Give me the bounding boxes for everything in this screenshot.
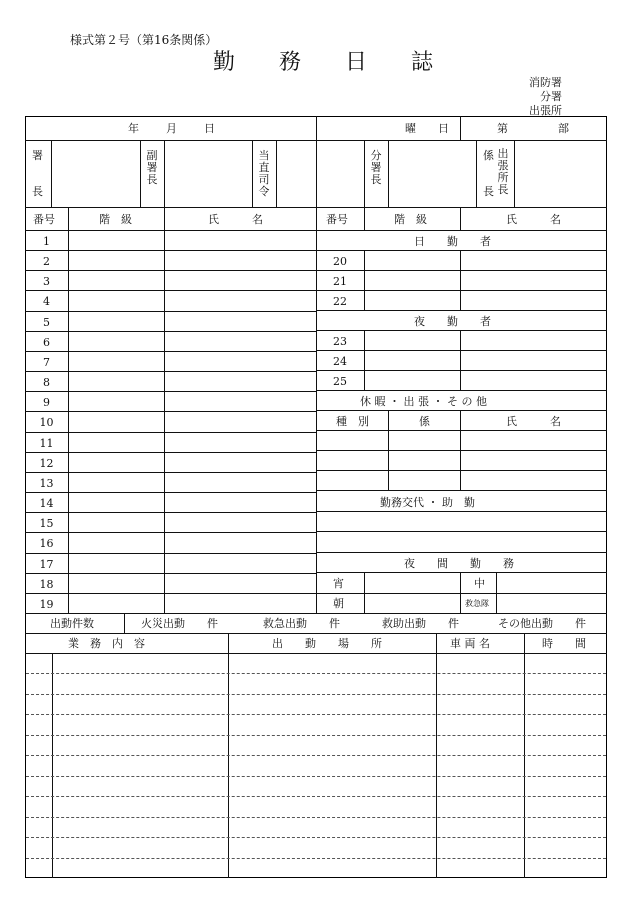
log-col-vehicle: 車 両 名 — [450, 637, 490, 650]
roster-number: 16 — [39, 537, 54, 550]
roster-row-line — [25, 250, 316, 251]
dispatch-rescue: 救助出動 件 — [382, 617, 459, 630]
log-row-line — [26, 755, 606, 756]
day-duty-label: 日 勤 者 — [414, 235, 491, 248]
night-duty-no-23: 23 — [333, 335, 347, 348]
roster-row-line — [25, 411, 316, 412]
kyukyutai-label: 救急隊 — [465, 599, 489, 608]
log-row-line — [26, 817, 606, 818]
col-no-left: 番号 — [33, 213, 55, 226]
roster-number: 18 — [39, 578, 54, 591]
roster-row-line — [25, 553, 316, 554]
log-row-line — [26, 776, 606, 777]
col-rank-left: 階 級 — [99, 213, 132, 226]
roster-row-line — [25, 331, 316, 332]
log-row-line — [26, 837, 606, 838]
roster-number: 11 — [39, 437, 54, 450]
log-row-line — [26, 694, 606, 695]
dai-label: 第 — [497, 122, 508, 135]
roster-row-line — [25, 311, 316, 312]
kakari-label-1: 係 — [483, 149, 494, 162]
col-no-right: 番号 — [326, 213, 348, 226]
col-name-right: 氏 名 — [506, 213, 561, 226]
day-duty-no-21: 21 — [333, 275, 347, 288]
naka-label: 中 — [474, 577, 485, 590]
log-row-line — [26, 796, 606, 797]
touchoku-label: 当直司令 — [258, 149, 270, 198]
log-row-line — [26, 673, 606, 674]
month-label: 月 — [166, 122, 177, 135]
day-duty-no-20: 20 — [333, 255, 347, 268]
night-duty-no-25: 25 — [333, 375, 347, 388]
form-code: 様式第２号（第16条関係） — [70, 33, 218, 47]
log-col-place: 出 動 場 所 — [272, 637, 382, 650]
dispatch-other: その他出動 件 — [498, 617, 586, 630]
roster-number: 9 — [43, 396, 50, 409]
shucchoushochou-label: 出張所長 — [497, 147, 509, 196]
roster-row-line — [25, 351, 316, 352]
roster-number: 5 — [43, 316, 50, 329]
fukushochou-label: 副署長 — [146, 149, 158, 186]
night-duty-no-24: 24 — [333, 355, 347, 368]
roster-row-line — [25, 532, 316, 533]
year-label: 年 — [128, 122, 139, 135]
roster-row-line — [25, 432, 316, 433]
roster-number: 17 — [39, 558, 54, 571]
col-name-left: 氏 名 — [208, 213, 263, 226]
page-title: 勤 務 日 誌 — [213, 50, 434, 75]
roster-number: 3 — [43, 275, 50, 288]
weekday-label: 曜 日 — [405, 122, 449, 135]
roster-number: 6 — [43, 336, 50, 349]
asa-label: 朝 — [333, 597, 344, 610]
roster-number: 14 — [39, 497, 54, 510]
day-label: 日 — [204, 122, 215, 135]
roster-row-line — [25, 593, 316, 594]
shochou-label-1: 署 — [32, 149, 43, 162]
roster-number: 7 — [43, 356, 50, 369]
roster-number: 2 — [43, 255, 50, 268]
roster-number: 15 — [39, 517, 54, 530]
office-outpost: 出張所 — [529, 104, 562, 117]
roster-row-line — [25, 290, 316, 291]
shift-change-label: 勤務交代 ・ 助 勤 — [380, 496, 475, 509]
night-work-label: 夜 間 勤 務 — [404, 557, 514, 570]
col-rank-right: 階 級 — [394, 213, 427, 226]
roster-number: 13 — [39, 477, 54, 490]
roster-row-line — [25, 512, 316, 513]
log-col-time: 時 間 — [542, 637, 586, 650]
roster-row-line — [25, 492, 316, 493]
roster-number: 1 — [43, 235, 50, 248]
bunshochou-label: 分署長 — [370, 149, 382, 186]
roster-row-line — [25, 452, 316, 453]
roster-number: 10 — [39, 416, 54, 429]
log-row-line — [26, 714, 606, 715]
day-duty-no-22: 22 — [333, 295, 347, 308]
bu-label: 部 — [558, 122, 569, 135]
roster-number: 8 — [43, 376, 50, 389]
leave-col-name: 氏 名 — [506, 415, 561, 428]
log-col-content: 業 務 内 容 — [68, 637, 145, 650]
roster-number: 12 — [39, 457, 54, 470]
roster-number: 4 — [43, 295, 50, 308]
office-fire-station: 消防署 — [529, 76, 562, 89]
roster-number: 19 — [39, 598, 54, 611]
dispatch-ambulance: 救急出動 件 — [263, 617, 340, 630]
roster-row-line — [25, 270, 316, 271]
yoi-label: 宵 — [333, 577, 344, 590]
log-row-line — [26, 735, 606, 736]
dispatch-fire: 火災出動 件 — [141, 617, 218, 630]
dispatch-count-label: 出動件数 — [50, 617, 94, 630]
leave-col-kind: 種 別 — [336, 415, 369, 428]
roster-row-line — [25, 472, 316, 473]
office-branch: 分署 — [540, 90, 562, 103]
log-row-line — [26, 858, 606, 859]
roster-row-line — [25, 573, 316, 574]
leave-label: 休 暇 ・ 出 張 ・ そ の 他 — [360, 395, 487, 408]
roster-row-line — [25, 371, 316, 372]
kakari-label-2: 長 — [483, 185, 494, 198]
shochou-label-2: 長 — [32, 185, 43, 198]
night-duty-label: 夜 勤 者 — [414, 315, 491, 328]
roster-row-line — [25, 391, 316, 392]
leave-col-section: 係 — [419, 415, 430, 428]
